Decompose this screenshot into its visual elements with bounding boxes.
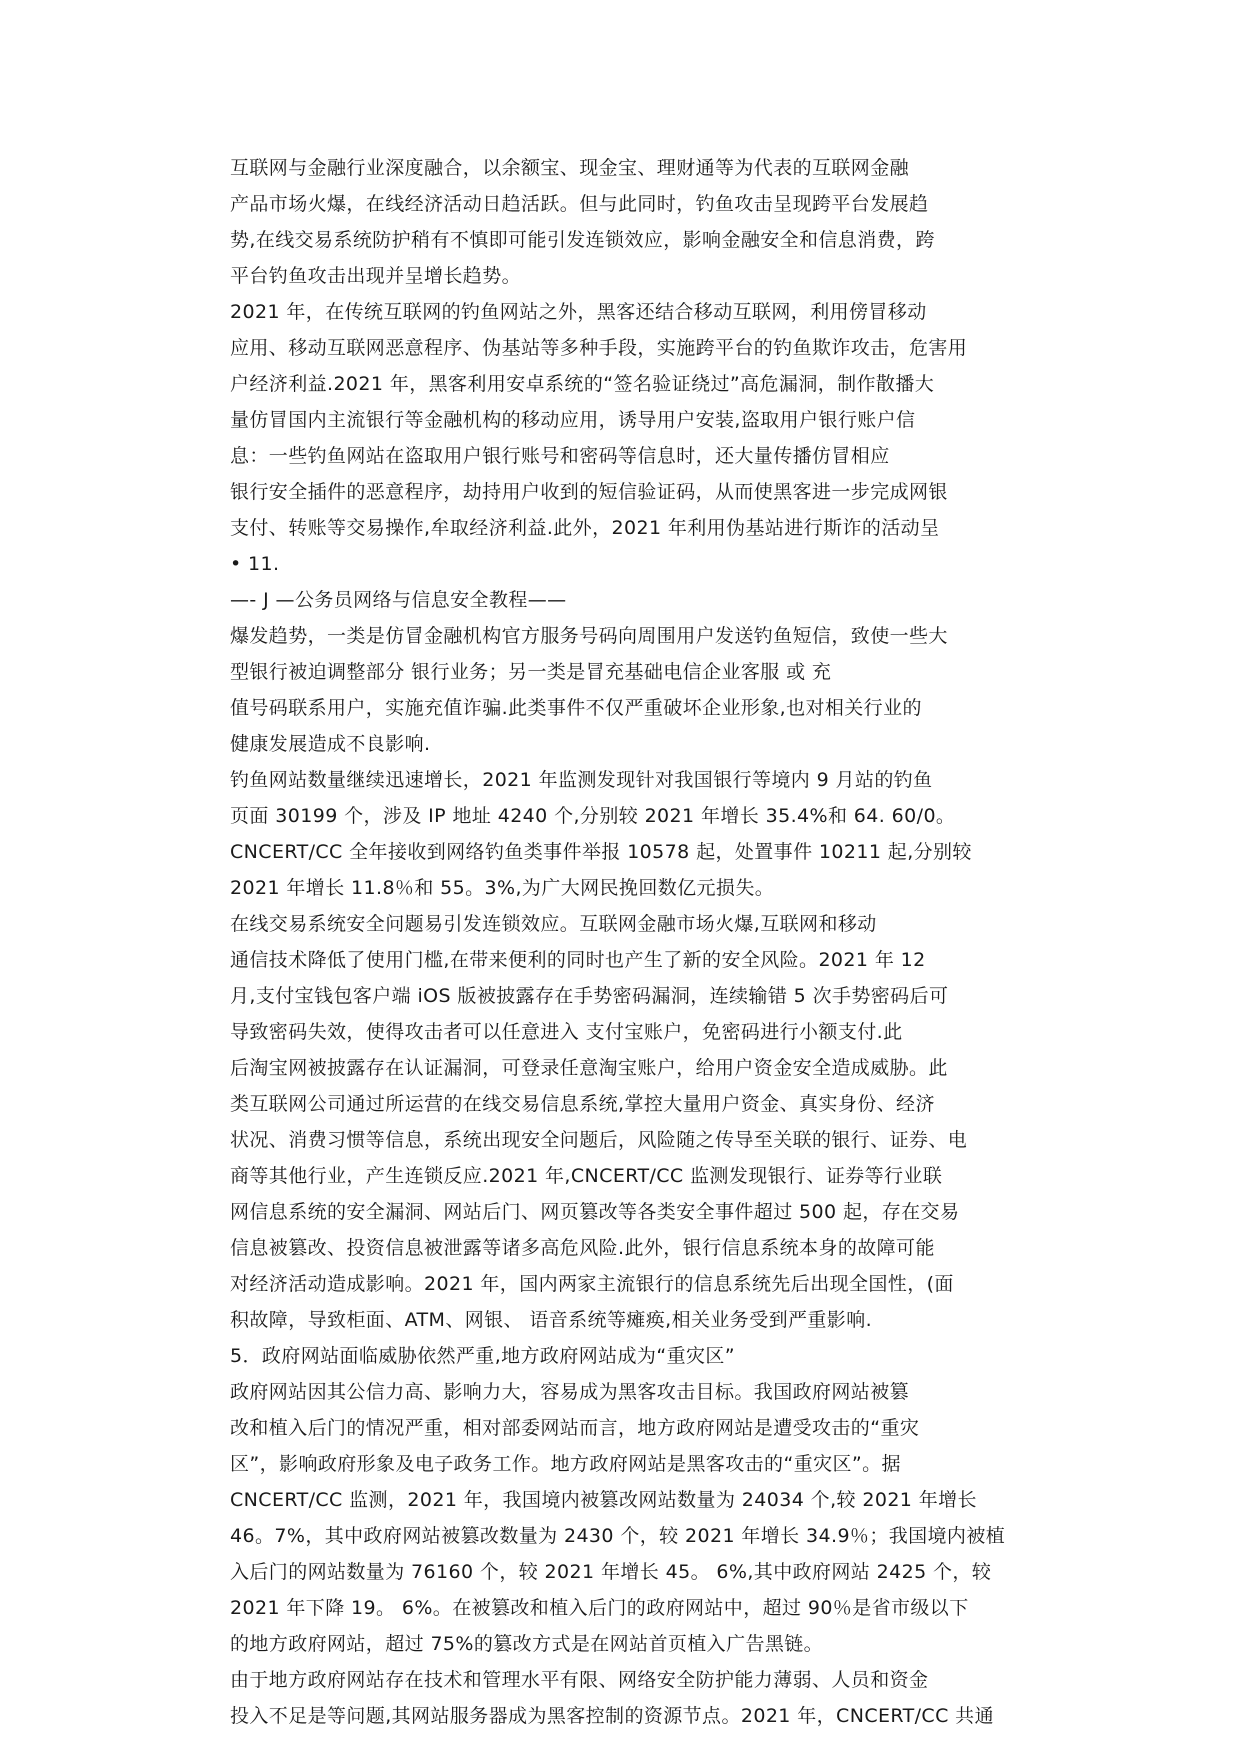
text-line: 型银行被迫调整部分 银行业务；另一类是冒充基础电信企业客服 或 充: [230, 661, 832, 683]
text-line: 页面 30199 个，涉及 IP 地址 4240 个,分别较 2021 年增长 35.4%和 64. 60/0。: [230, 805, 956, 827]
text-line: 爆发趋势，一类是仿冒金融机构官方服务号码向周围用户发送钓鱼短信，致使一些大: [230, 625, 948, 647]
text-line: 入后门的网站数量为 76160 个，较 2021 年增长 45。 6%,其中政府网站 2425 个，较: [230, 1561, 992, 1583]
text-line: 2021 年下降 19。 6%。在被篡改和植入后门的政府网站中，超过 90％是省市级以下: [230, 1597, 969, 1619]
text-line: 区”，影响政府形象及电子政务工作。地方政府网站是黑客攻击的“重灾区”。据: [230, 1453, 901, 1475]
text-line: 状况、消费习惯等信息，系统出现安全问题后，风险随之传导至关联的银行、证券、电: [230, 1129, 968, 1151]
text-line: 类互联网公司通过所运营的在线交易信息系统,掌控大量用户资金、真实身份、经济: [230, 1093, 935, 1115]
text-line: 户经济利益.2021 年，黑客利用安卓系统的“签名验证绕过”高危漏洞，制作散播大: [230, 373, 935, 395]
text-line: 互联网与金融行业深度融合，以余额宝、现金宝、理财通等为代表的互联网金融: [230, 157, 910, 179]
text-line: 网信息系统的安全漏洞、网站后门、网页篡改等各类安全事件超过 500 起，存在交易: [230, 1201, 960, 1223]
text-line: 银行安全插件的恶意程序，劫持用户收到的短信验证码，从而使黑客进一步完成网银: [230, 481, 948, 503]
text-line: 值号码联系用户，实施充值诈骗.此类事件不仅严重破坏企业形象,也对相关行业的: [230, 697, 922, 719]
text-line: 46。7%，其中政府网站被篡改数量为 2430 个，较 2021 年增长 34.9％；我国境内被植: [230, 1525, 1006, 1547]
text-line: 健康发展造成不良影响.: [230, 733, 431, 755]
text-line: 导致密码失效，使得攻击者可以任意进入 支付宝账户，免密码进行小额支付.此: [230, 1021, 903, 1043]
text-line: 改和植入后门的情况严重，相对部委网站而言，地方政府网站是遭受攻击的“重灾: [230, 1417, 920, 1439]
text-line: 产品市场火爆，在线经济活动日趋活跃。但与此同时，钓鱼攻击呈现跨平台发展趋: [230, 193, 929, 215]
text-line: 应用、移动互联网恶意程序、伪基站等多种手段，实施跨平台的钓鱼欺诈攻击，危害用: [230, 337, 968, 359]
text-line: 月,支付宝钱包客户端 iOS 版被披露存在手势密码漏洞，连续输错 5 次手势密码后可: [230, 985, 949, 1007]
text-line: 支付、转账等交易操作,牟取经济利益.此外，2021 年利用伪基站进行斯诈的活动呈: [230, 517, 940, 539]
text-line: 投入不足是等问题,其网站服务器成为黑客控制的资源节点。2021 年，CNCERT/CC 共通: [230, 1705, 994, 1727]
section-heading: 5．政府网站面临威胁依然严重,地方政府网站成为“重灾区”: [230, 1345, 736, 1367]
text-line: 2021 年，在传统互联网的钓鱼网站之外，黑客还结合移动互联网，利用傍冒移动: [230, 301, 927, 323]
text-line: 对经济活动造成影响。2021 年，国内两家主流银行的信息系统先后出现全国性，(面: [230, 1273, 954, 1295]
text-line: 后淘宝网被披露存在认证漏洞，可登录任意淘宝账户，给用户资金安全造成威胁。此: [230, 1057, 948, 1079]
page-number: • 11.: [230, 553, 280, 575]
text-line: 的地方政府网站，超过 75%的篡改方式是在网站首页植入广告黑链。: [230, 1633, 824, 1655]
text-line: 商等其他行业，产生连锁反应.2021 年,CNCERT/CC 监测发现银行、证券等行业联: [230, 1165, 943, 1187]
text-line: 势,在线交易系统防护稍有不慎即可能引发连锁效应，影响金融安全和信息消费，跨: [230, 229, 935, 251]
text-line: 钓鱼网站数量继续迅速增长，2021 年监测发现针对我国银行等境内 9 月站的钓鱼: [230, 769, 933, 791]
text-line: 平台钓鱼攻击出现并呈增长趋势。: [230, 265, 522, 287]
text-line: CNCERT/CC 监测，2021 年，我国境内被篡改网站数量为 24034 个,较 2021 年增长: [230, 1489, 977, 1511]
running-header: —- J —公务员网络与信息安全教程——: [230, 589, 567, 611]
text-line: 通信技术降低了使用门槛,在带来便利的同时也产生了新的安全风险。2021 年 12: [230, 949, 926, 971]
text-line: 政府网站因其公信力高、影响力大，容易成为黑客攻击目标。我国政府网站被篡: [230, 1381, 910, 1403]
text-line: CNCERT/CC 全年接收到网络钓鱼类事件举报 10578 起，处置事件 10211 起,分别较: [230, 841, 972, 863]
text-line: 在线交易系统安全问题易引发连锁效应。互联网金融市场火爆,互联网和移动: [230, 913, 877, 935]
text-line: 量仿冒国内主流银行等金融机构的移动应用，诱导用户安装,盗取用户银行账户信: [230, 409, 916, 431]
text-line: 积故障，导致柜面、ATM、网银、 语音系统等瘫痪,相关业务受到严重影响.: [230, 1309, 873, 1331]
text-line: 信息被篡改、投资信息被泄露等诸多高危风险.此外，银行信息系统本身的故障可能: [230, 1237, 935, 1259]
text-line: 息：一些钓鱼网站在盗取用户银行账号和密码等信息时，还大量传播仿冒相应: [230, 445, 890, 467]
text-line: 由于地方政府网站存在技术和管理水平有限、网络安全防护能力薄弱、人员和资金: [230, 1669, 929, 1691]
text-line: 2021 年增长 11.8％和 55。3%,为广大网民挽回数亿元损失。: [230, 877, 775, 899]
